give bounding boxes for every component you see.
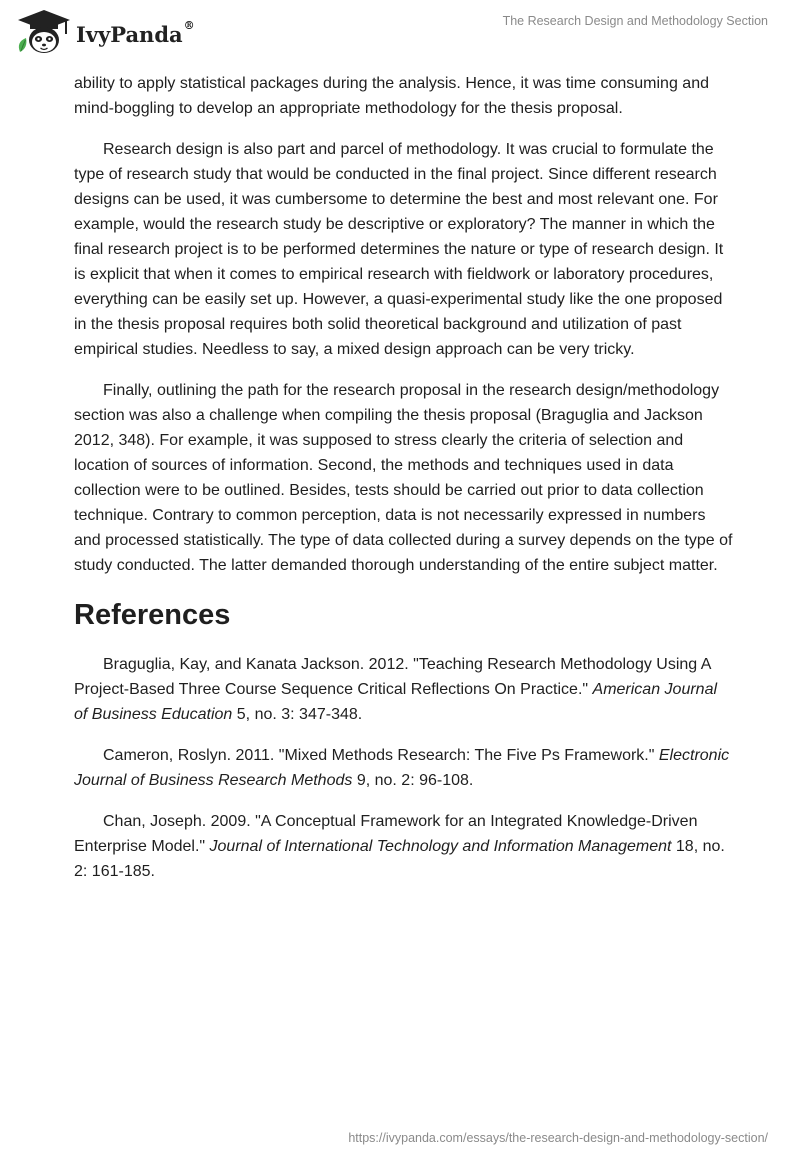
journal-title: Electronic Journal of Business Research Methods [74,747,730,789]
reference-entry: Chan, Joseph. 2009. "A Conceptual Framework for an Integrated Knowledge-Driven Enterprise Model." Journal of International Technology and Information Management 18, no. 2: 161-185. [74,813,725,880]
reference-entry: Cameron, Roslyn. 2011. "Mixed Methods Research: The Five Ps Framework." Electronic Journal of Business Research Methods 9, no. 2: 96-108. [74,747,730,789]
logo-wordmark: IvyPanda® [76,19,195,47]
references-heading: References [74,599,231,631]
reference-entry: Braguglia, Kay, and Kanata Jackson. 2012. "Teaching Research Methodology Using A Project-Based Three Course Sequence Critical Reflections On Practice." American Journal of Business Education 5, no. 3: 347-348. [74,656,718,723]
body-paragraph-1: ability to apply statistical packages during the analysis. Hence, it was time consuming and mind-boggling to develop an appropriate methodology for the thesis proposal. [74,75,709,117]
body-paragraph-2: Research design is also part and parcel of methodology. It was crucial to formulate the type of research study that would be conducted in the final project. Since different research designs can be used, it was cumbersome to determine the best and most relevant one. For example, would the research study be descriptive or exploratory? The manner in which the final research project is to be performed determines the nature or type of research design. It is explicit that when it comes to empirical research with fieldwork or laboratory procedures, everything can be easily set up. However, a quasi-experimental study like the one proposed in the thesis proposal requires both solid theoretical background and utilization of past empirical studies. Needless to say, a mixed design approach can be very tricky. [74,141,724,358]
source-url-link[interactable]: https://ivypanda.com/essays/the-research-design-and-methodology-section/ [348,1131,768,1145]
journal-title: American Journal of Business Education [74,681,718,723]
journal-title: Journal of International Technology and Information Management [209,838,672,855]
panda-graduate-icon [14,8,74,56]
page-header [0,0,800,60]
essay-content [74,71,734,900]
body-paragraph-3: Finally, outlining the path for the research proposal in the research design/methodology section was also a challenge when compiling the thesis proposal (Braguglia and Jackson 2012, 348). For example, it was supposed to stress clearly the criteria of selection and location of sources of information. Second, the methods and techniques used in data collection were to be outlined. Besides, tests should be carried out prior to data collection technique. Contrary to common perception, data is not necessarily expressed in numbers and processed statistically. The type of data collected during a survey depends on the type of study conducted. The latter demanded thorough understanding of the entire subject matter. [74,382,733,574]
ivypanda-logo[interactable] [14,8,204,56]
document-title: The Research Design and Methodology Section [502,14,768,28]
